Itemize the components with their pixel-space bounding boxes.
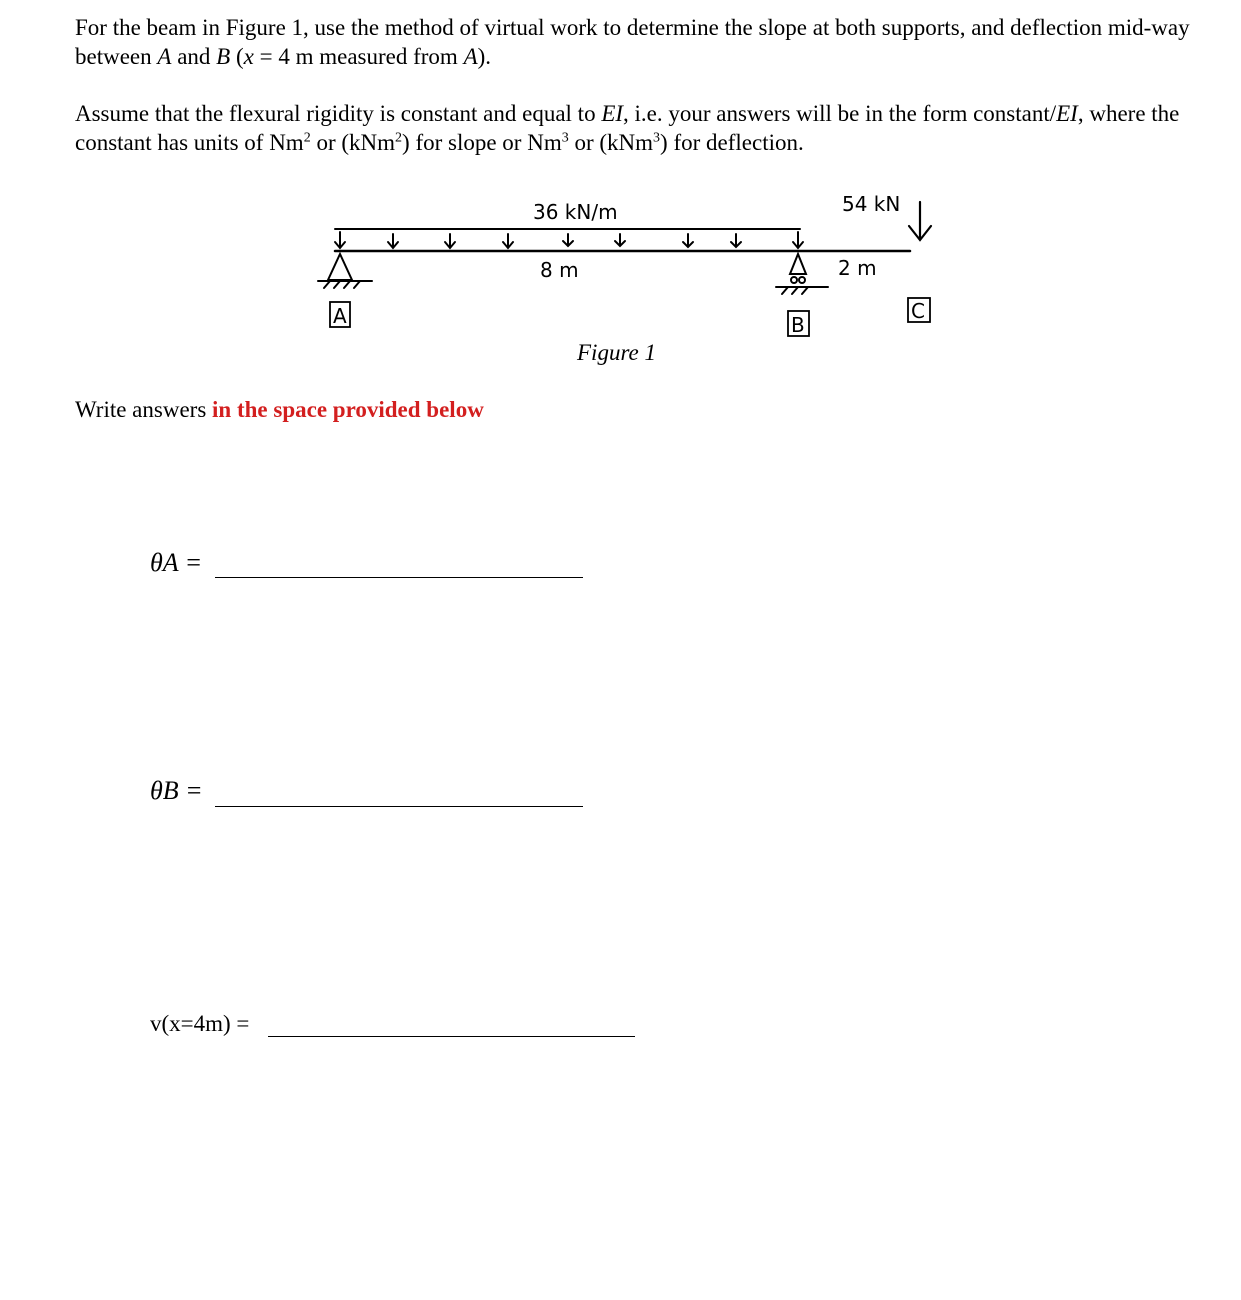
instructions-highlight: in the space provided below bbox=[212, 397, 484, 422]
problem-statement: For the beam in Figure 1, use the method of virtual work to determine the slope at both supports, and deflection mid-way between A and B (x = 4 m measured from A). bbox=[75, 15, 1190, 69]
support-b-roller bbox=[776, 254, 828, 294]
span-bc-label: 2 m bbox=[838, 256, 877, 280]
theta-b-answer-line[interactable] bbox=[215, 806, 583, 807]
theta-b-label: θB = bbox=[150, 776, 203, 805]
deflection-label: v(x=4m) = bbox=[150, 1011, 250, 1036]
instructions bbox=[75, 397, 484, 423]
instructions-prefix: Write answers bbox=[75, 397, 213, 422]
deflection-answer-line[interactable] bbox=[268, 1036, 635, 1037]
support-a-label: A bbox=[333, 304, 347, 328]
point-load-arrow bbox=[909, 202, 931, 240]
support-a-pin bbox=[318, 254, 372, 288]
span-ab-label: 8 m bbox=[540, 258, 579, 282]
beam-diagram bbox=[290, 182, 970, 352]
udl-arrows bbox=[335, 232, 803, 248]
theta-a-answer-line[interactable] bbox=[215, 577, 583, 578]
udl-label: 36 kN/m bbox=[533, 200, 618, 224]
assumption-statement: Assume that the flexural rigidity is constant and equal to EI, i.e. your answers will be in the form constant/EI, where the constant has units of Nm$^2$ or (kNm$^2$) for slope or Nm$^3$ or (kNm$^3$) for deflection. bbox=[75, 101, 1180, 155]
point-c-label: C bbox=[911, 299, 925, 323]
theta-a-label: θA = bbox=[150, 548, 203, 577]
figure-caption: Figure 1 bbox=[577, 340, 656, 365]
point-load-label: 54 kN bbox=[842, 192, 901, 216]
support-b-label: B bbox=[791, 313, 805, 337]
